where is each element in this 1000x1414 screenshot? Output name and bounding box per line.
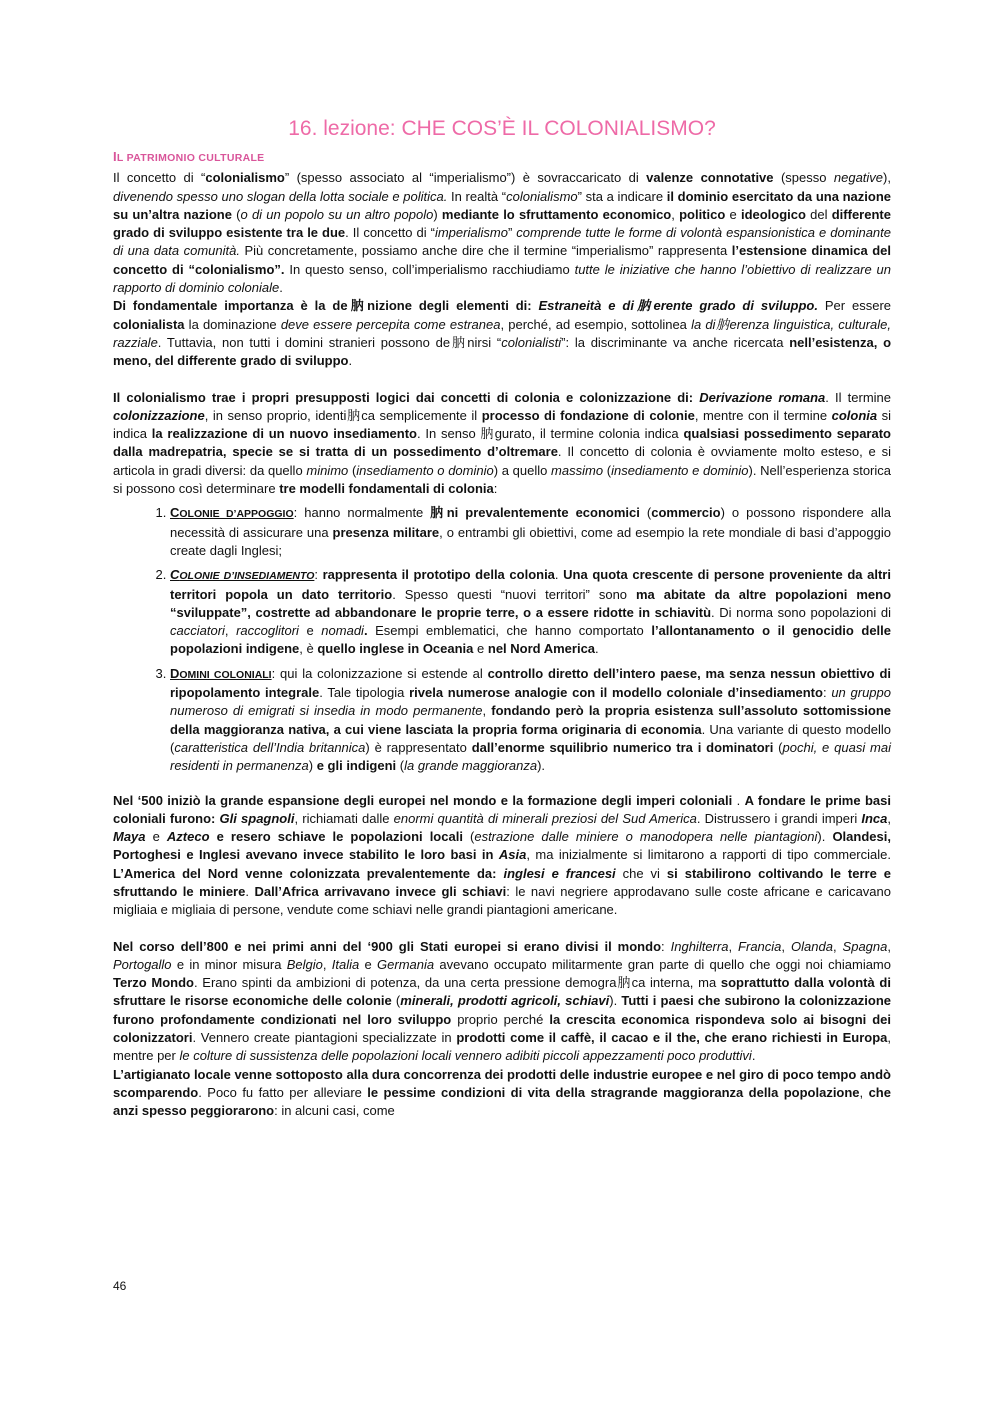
list-item: 1. COLONIE D’APPOGGIO: hanno normalmente 肭ni prevalentemente economici (commercio) o possono rispondere alla necessità di assicurare una presenza militare, o entrambi gli obiettivi, come ad esempio la rete mondiale di basi d’appoggio create dagli Inglesi; <box>170 504 891 560</box>
paragraph-intro: Il concetto di “colonialismo” (spesso associato al “imperialismo”) è sovraccaricato di valenze connotative (spesso negative), divenendo spesso uno slogan della lotta sociale e politica. In realtà “colonialismo” sta a indicare il dominio esercitato da una nazione su un’altra nazione (o di un popolo su un altro popolo) mediante lo sfruttamento economico, politico e ideologico del differente grado di sviluppo esistente tra le due. Il concetto di “imperialismo” comprende tutte le forme di volontà espansionistica e dominante di una data comunità. Più concretamente, possiamo anche dire che il termine “imperialismo” rappresenta l’estensione dinamica del concetto di “colonialismo”. In questo senso, coll’imperialismo racchiudiamo tutte le iniziative che hanno l’obiettivo di realizzare un rapporto di dominio coloniale. <box>113 170 892 296</box>
list-item: 3. DOMINI COLONIALI: qui la colonizzazione si estende al controllo diretto dell’intero paese, ma senza nessun obiettivo di ripopolamento integrale. Tale tipologia rivela numerose analogie con il modello coloniale d’insediamento: un gruppo numeroso di emigrati si insedia in modo permanente, fondando però la propria esistenza sull’assoluto sottomissione della maggioranza nativa, a cui viene lasciata la propria forma originaria di economia. Una variante di questo modello (caratteristica dell’India britannica) è rappresentato dall’enorme squilibrio numerico tra i dominatori (pochi, e quasi mai residenti in permanenza) e gli indigeni (la grande maggioranza). <box>170 665 891 776</box>
section-subtitle <box>113 148 891 167</box>
paragraph-artisanship: L’artigianato locale venne sottoposto alla dura concorrenza dei prodotti delle industrie europee e nel giro di poco tempo andò scomparendo. Poco fu fatto per alleviare le pessime condizioni di vita della stragrande maggioranza della popolazione, che anzi spesso peggiorarono: in alcuni casi, come <box>113 1066 891 1119</box>
list-item: 2. COLONIE D’INSEDIAMENTO: rappresenta il prototipo della colonia. Una quota crescente di persone proveniente da altri territori popola un dato territorio. Spesso questi “nuovi territori” sono ma abitate da altre popolazioni meno “sviluppate”, costrette ad abbandonare le proprie terre, o a essere ridotte in schiavitù. Di norma sono popolazioni di cacciatori, raccoglitori e nomadi. Esempi emblematici, che hanno comportato l’allontanamento o il genocidio delle popolazioni indigene, è quello inglese in Oceania e nel Nord America. <box>170 566 891 658</box>
page-number: 46 <box>113 1279 127 1293</box>
paragraph-colony-concept: Il colonialismo trae i propri presupposti logici dai concetti di colonia e colonizzazione di: Derivazione romana. Il termine colonizzazione, in senso proprio, identi肭ca semplicemente il processo di fondazione di colonie, mentre con il termine colonia si indica la realizzazione di un nuovo insediamento. In senso 肭gurato, il termine colonia indica qualsiasi possedimento separato dalla madrepatria, specie se si tratta di un possedimento d’oltremare. Il concetto di colonia è ovviamente molto esteso, e si articola in gradi diversi: da quello minimo (insediamento o dominio) a quello massimo (insediamento e dominio). Nell’esperienza storica si possono così determinare tre modelli fondamentali di colonia: <box>113 389 892 497</box>
paragraph-19th-century: Nel corso dell’800 e nei primi anni del ‘900 gli Stati europei si erano divisi il mondo: Inghilterra, Francia, Olanda, Spagna, Portogallo e in minor misura Belgio, Italia e Germania avevano occupato militarmente gran parte di quello che oggi noi chiamiamo Terzo Mondo. Erano spinti da ambizioni di potenza, da una certa pressione demogra肭ca interna, ma soprattutto dalla volontà di sfruttare le risorse economiche delle colonie (minerali, prodotti agricoli, schiavi). Tutti i paesi che subirono la colonizzazione furono profondamente condizionati nel loro sviluppo proprio perché la crescita economica rispondeva solo ai bisogni dei colonizzatori. Vennero create piantagioni specializzate in prodotti come il caffè, il cacao e il the, che erano richiesti in Europa, mentre per le colture di sussistenza delle popolazioni locali vennero adibiti piccoli appezzamenti poco produttivi. <box>113 938 891 1064</box>
paragraph-16th-century: Nel ‘500 iniziò la grande espansione degli europei nel mondo e la formazione degli imperi coloniali . A fondare le prime basi coloniali furono: Gli spagnoli, richiamati dalle enormi quantità di minerali preziosi del Sud America. Distrussero i grandi imperi Inca, Maya e Azteco e resero schiave le popolazioni locali (estrazione dalle miniere o manodopera nelle piantagioni). Olandesi, Portoghesi e Inglesi avevano invece stabilito le loro basi in Asia, ma inizialmente si limitarono a rapporti di tipo commerciale. L’America del Nord venne colonizzata prevalentemente da: inglesi e francesi che vi si stabilirono coltivando le terre e sfruttando le miniere. Dall’Africa arrivavano invece gli schiavi: le navi negriere approdavano sulle coste africane e caricavano migliaia e migliaia di persone, vendute come schiavi nelle grandi piantagioni americane. <box>113 792 892 918</box>
paragraph-definitions: Di fondamentale importanza è la de肭nizione degli elementi di: Estraneità e di肭erente grado di sviluppo. Per essere colonialista la dominazione deve essere percepita come estranea, perché, ad esempio, sottolinea la di肭erenza linguistica, culturale, razziale. Tuttavia, non tutti i domini stranieri possono de肭nirsi “colonialisti”: la discriminante va anche ricercata nell’esistenza, o meno, del differente grado di sviluppo. <box>113 298 892 369</box>
lesson-title: 16. lezione: CHE COS’È IL COLONIALISMO? <box>288 117 716 140</box>
document-page <box>113 112 891 1121</box>
list-item-heading: DOMINI COLONIALI <box>170 665 272 681</box>
list-item-heading: COLONIE D’INSEDIAMENTO <box>170 567 315 583</box>
list-item-heading: COLONIE D’APPOGGIO <box>170 505 294 521</box>
subtitle-rest: L PATRIMONIO CULTURALE <box>116 152 265 164</box>
colony-models-list <box>113 504 891 775</box>
subtitle-initial: I <box>113 149 117 164</box>
